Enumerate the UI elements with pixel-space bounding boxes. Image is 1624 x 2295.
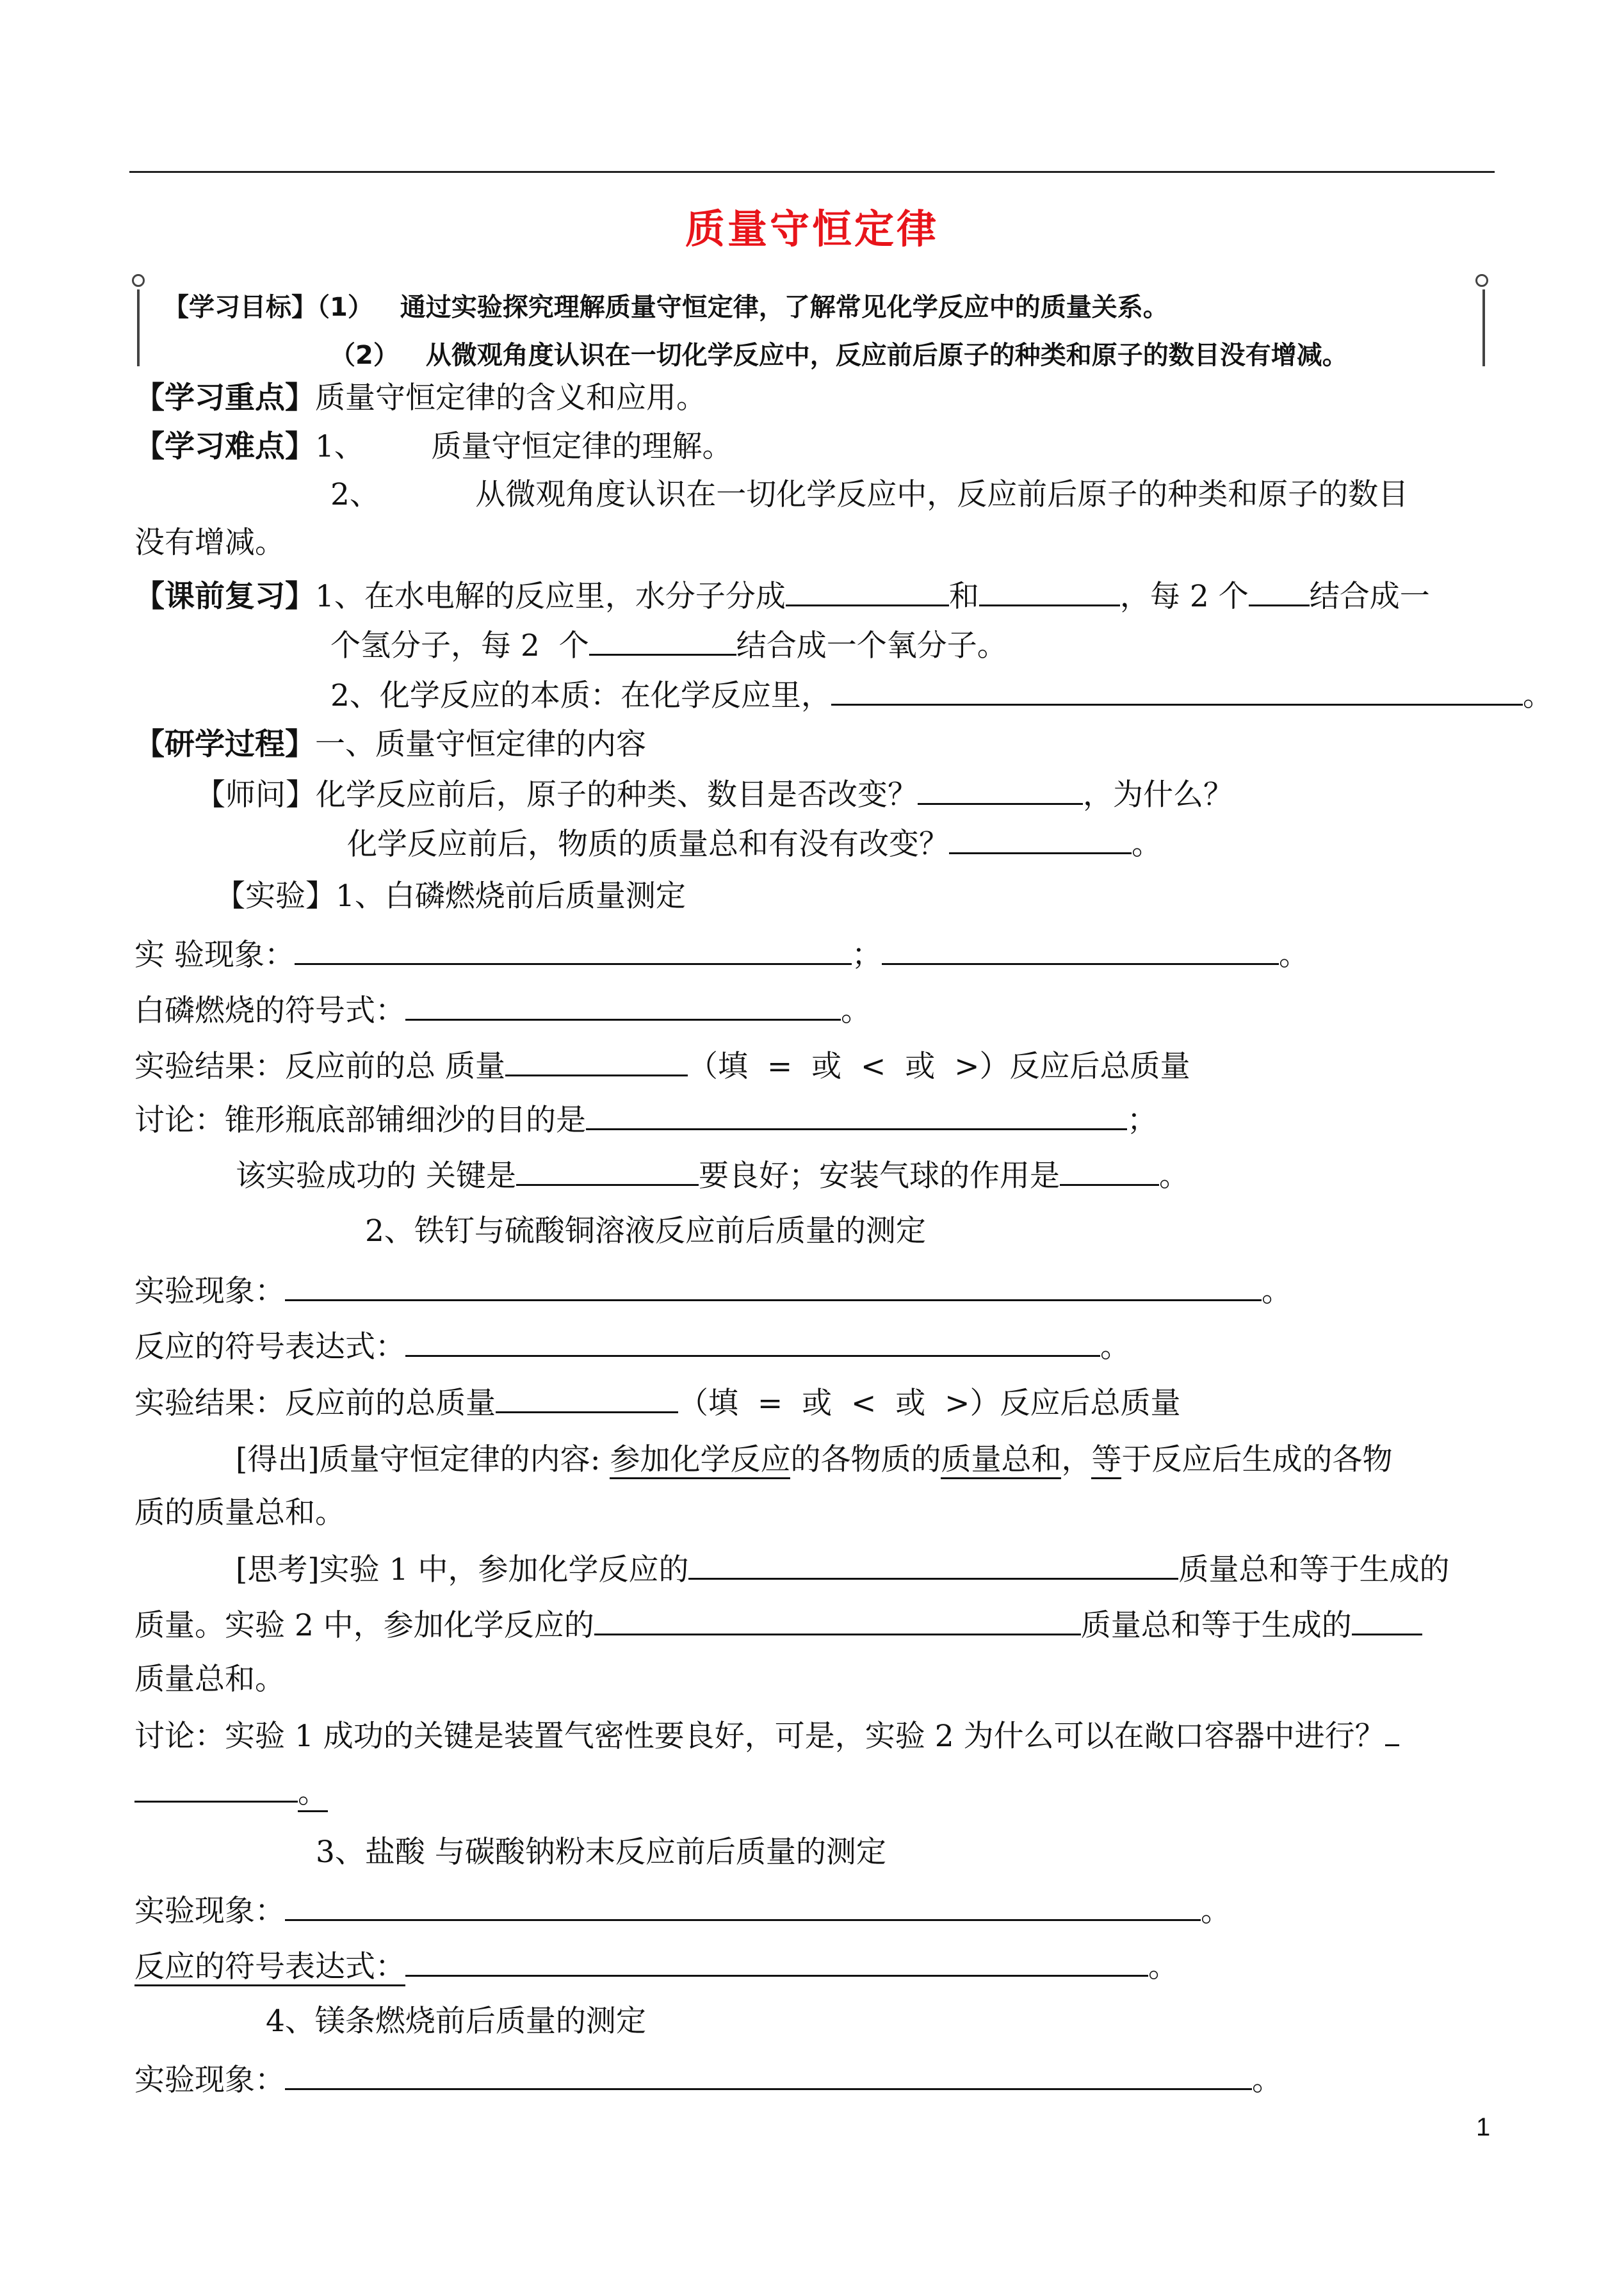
answer-blank[interactable] [285, 2060, 1252, 2090]
answer-blank[interactable] [1352, 1605, 1422, 1635]
learning-focus-label: 【学习重点】 [134, 380, 315, 416]
answer-blank[interactable] [405, 991, 841, 1021]
answer-blank[interactable] [1249, 576, 1310, 606]
answer-blank[interactable] [516, 1156, 699, 1186]
learning-goal-2: （2） 从微观角度认识在一切化学反应中，反应前后原子的种类和原子的数目没有增减。 [330, 341, 1348, 370]
answer-blank[interactable] [134, 1772, 298, 1803]
answer-blank[interactable] [405, 1947, 1148, 1977]
review-question-2: 2、化学反应的本质：在化学反应里， 。 [330, 676, 1553, 715]
experiment-1-key: 该实验成功的 关键是 要良好；安装气球的作用是 。 [236, 1156, 1189, 1196]
answer-blank[interactable] [979, 576, 1120, 606]
experiment-1-title: 【实验】1、白磷燃烧前后质量测定 [215, 879, 686, 914]
answer-blank[interactable] [285, 1891, 1201, 1921]
answer-blank[interactable] [405, 1327, 1100, 1357]
learning-goals-label: 【学习目标】 [163, 293, 317, 322]
experiment-3-equation: 反应的符号表达式： 。 [134, 1947, 1178, 1986]
learning-difficulty-1: 【学习难点】1、 质量守恒定律的理解。 [134, 429, 733, 464]
experiment-1-phenomenon: 实 验现象： ； 。 [134, 935, 1309, 975]
goal-box-corner-left [132, 274, 145, 287]
teacher-question-1: 【师问】化学反应前后，原子的种类、数目是否改变？ ，为什么？ [195, 775, 1233, 815]
experiment-3-title: 3、盐酸 与碳酸钠粉末反应前后质量的测定 [316, 1835, 886, 1870]
answer-blank[interactable] [1060, 1156, 1159, 1186]
teacher-question-label: 【师问】 [195, 777, 316, 813]
answer-blank[interactable] [882, 935, 1279, 965]
research-process: 【研学过程】一、质量守恒定律的内容 [134, 727, 646, 762]
experiment-4-phenomenon: 实验现象： 。 [134, 2060, 1282, 2100]
header-rule [129, 171, 1495, 173]
answer-blank[interactable] [594, 1605, 1081, 1635]
think-discussion-cont: 。 [134, 1772, 328, 1812]
learning-difficulty-2-cont: 没有增减。 [134, 525, 285, 560]
answer-blank[interactable] [496, 1383, 678, 1413]
conclusion-line-1: [得出]质量守恒定律的内容: 参加化学反应的各物质的质量总和，等于反应后生成的各物 [236, 1441, 1392, 1479]
experiment-3-phenomenon: 实验现象： 。 [134, 1891, 1231, 1931]
goal-box-left-border [137, 289, 146, 366]
answer-blank[interactable] [295, 935, 852, 965]
experiment-label: 【实验】 [215, 879, 336, 914]
think-discussion: 讨论：实验 1 成功的关键是装置气密性要良好，可是，实验 2 为什么可以在敞口容器中进行？ [134, 1716, 1399, 1756]
answer-blank[interactable] [1385, 1716, 1399, 1746]
experiment-4-title: 4、镁条燃烧前后质量的测定 [266, 2004, 646, 2039]
experiment-1-result: 实验结果：反应前的总 质量 （填 = 或 < 或 >）反应后总质量 [134, 1046, 1190, 1086]
answer-blank[interactable] [831, 676, 1523, 706]
research-process-label: 【研学过程】 [134, 727, 315, 762]
experiment-1-equation: 白磷燃烧的符号式： 。 [134, 991, 871, 1030]
learning-goal-1: 【学习目标】（1） 通过实验探究理解质量守恒定律，了解常见化学反应中的质量关系。 [163, 293, 1169, 322]
answer-blank[interactable] [285, 1271, 1262, 1301]
review-question-1-cont: 个氢分子，每 2 个 结合成一个氧分子。 [330, 626, 1007, 665]
teacher-question-2: 化学反应前后，物质的质量总和有没有改变？ 。 [347, 824, 1162, 864]
experiment-1-discussion: 讨论：锥形瓶底部铺细沙的目的是 ； [134, 1100, 1157, 1140]
answer-blank[interactable] [918, 775, 1083, 805]
answer-blank[interactable] [688, 1550, 1178, 1580]
answer-blank[interactable] [586, 1100, 1127, 1130]
goal-box-right-border [1476, 289, 1485, 366]
experiment-2-title: 2、铁钉与硫酸铜溶液反应前后质量的测定 [365, 1213, 926, 1249]
think-line-1: [思考]实验 1 中，参加化学反应的 质量总和等于生成的 [236, 1550, 1449, 1589]
answer-blank[interactable] [505, 1046, 688, 1076]
think-line-3: 质量总和。 [134, 1662, 285, 1697]
goal-box-corner-right [1475, 274, 1488, 287]
experiment-2-result: 实验结果：反应前的总质量 （填 = 或 < 或 >）反应后总质量 [134, 1383, 1181, 1423]
experiment-2-equation: 反应的符号表达式： 。 [134, 1327, 1130, 1366]
conclusion-line-2: 质的质量总和。 [134, 1495, 345, 1530]
review-question-1: 【课前复习】1、在水电解的反应里，水分子分成 和 ，每 2 个 结合成一 [134, 576, 1430, 616]
experiment-2-phenomenon: 实验现象： 。 [134, 1271, 1292, 1311]
page-number: 1 [1476, 2113, 1491, 2141]
think-line-2: 质量。实验 2 中，参加化学反应的 质量总和等于生成的 [134, 1605, 1422, 1645]
answer-blank[interactable] [786, 576, 949, 606]
review-label: 【课前复习】 [134, 579, 315, 614]
learning-difficulty-label: 【学习难点】 [134, 429, 315, 464]
page-title: 质量守恒定律 [685, 206, 939, 252]
learning-focus: 【学习重点】质量守恒定律的含义和应用。 [134, 380, 706, 416]
answer-blank[interactable] [589, 626, 736, 656]
answer-blank[interactable] [949, 824, 1132, 854]
learning-difficulty-2: 2、 从微观角度认识在一切化学反应中，反应前后原子的种类和原子的数目 [330, 477, 1409, 512]
